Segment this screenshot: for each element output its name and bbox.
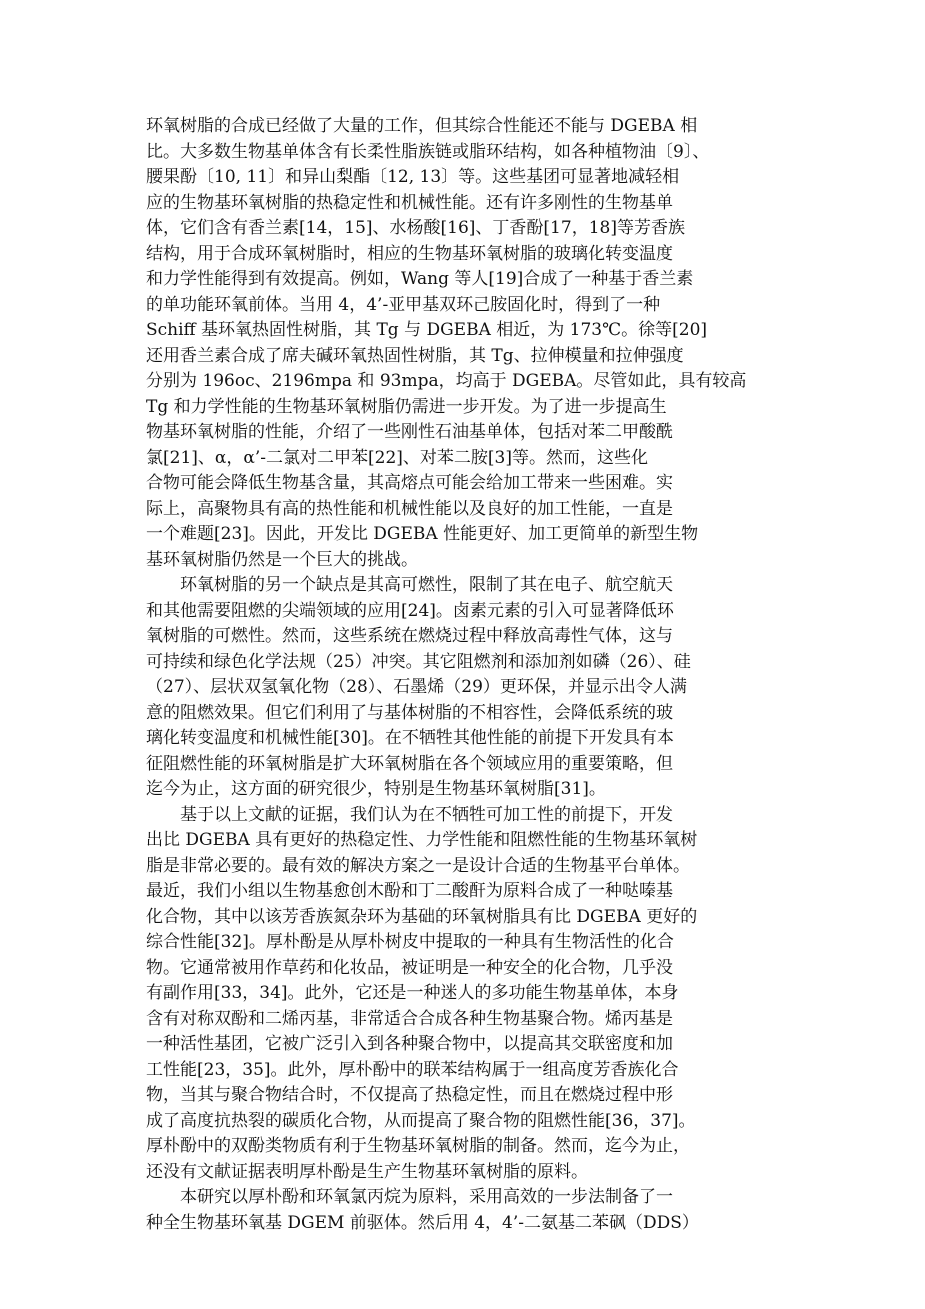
text-line: 基于以上文献的证据，我们认为在不牺牲可加工性的前提下，开发 — [146, 804, 673, 825]
text-line: Tg 和力学性能的生物基环氧树脂仍需进一步开发。为了进一步提高生 — [146, 396, 667, 417]
text-line: 际上，高聚物具有高的热性能和机械性能以及良好的加工性能，一直是 — [146, 498, 673, 519]
text-line: 氧树脂的可燃性。然而，这些系统在燃烧过程中释放高毒性气体，这与 — [146, 626, 673, 646]
text-line: 体，它们含有香兰素[14，15]、水杨酸[16]、丁香酚[17，18]等芳香族 — [146, 218, 685, 238]
text-line: 征阻燃性能的环氧树脂是扩大环氧树脂在各个领域应用的重要策略，但 — [146, 753, 673, 774]
text-line: 应的生物基环氧树脂的热稳定性和机械性能。还有许多刚性的生物基单 — [146, 192, 673, 213]
text-line: Schiff 基环氧热固性树脂，其 Tg 与 DGEBA 相近，为 173℃。徐等[20] — [146, 320, 708, 340]
text-line: 环氧树脂的另一个缺点是其高可燃性，限制了其在电子、航空航天 — [146, 575, 673, 595]
text-line: 物基环氧树脂的性能，介绍了一些刚性石油基单体，包括对苯二甲酸酰 — [146, 422, 673, 442]
text-line: 还没有文献证据表明厚朴酚是生产生物基环氧树脂的原料。 — [146, 1161, 588, 1182]
text-line: 迄今为止，这方面的研究很少，特别是生物基环氧树脂[31]。 — [146, 779, 606, 799]
text-line: 物。它通常被用作草药和化妆品，被证明是一种安全的化合物，几乎没 — [146, 957, 673, 978]
text-line: 脂是非常必要的。最有效的解决方案之一是设计合适的生物基平台单体。 — [146, 855, 690, 876]
text-line: 分别为 196oc、2196mpa 和 93mpa，均高于 DGEBA。尽管如此，具有较高 — [146, 371, 747, 391]
text-line: 化合物，其中以该芳香族氮杂环为基础的环氧树脂具有比 DGEBA 更好的 — [146, 906, 698, 927]
text-line: 意的阻燃效果。但它们利用了与基体树脂的不相容性，会降低系统的玻 — [146, 702, 673, 723]
text-line: 环氧树脂的合成已经做了大量的工作，但其综合性能还不能与 DGEBA 相 — [146, 116, 698, 136]
text-line: 可持续和绿色化学法规（25）冲突。其它阻燃剂和添加剂如磷（26）、硅 — [146, 651, 691, 672]
text-line: 结构，用于合成环氧树脂时，相应的生物基环氧树脂的玻璃化转变温度 — [146, 243, 673, 264]
document-body-text — [146, 114, 792, 1236]
text-line: 含有对称双酚和二烯丙基，非常适合合成各种生物基聚合物。烯丙基是 — [146, 1008, 673, 1029]
text-line: 和其他需要阻燃的尖端领域的应用[24]。卤素元素的引入可显著降低环 — [146, 600, 674, 621]
text-line: 工性能[23，35]。此外，厚朴酚中的联苯结构属于一组高度芳香族化合 — [146, 1059, 679, 1080]
text-line: 种全生物基环氧基 DGEM 前驱体。然后用 4，4’-二氨基二苯砜（DDS） — [146, 1212, 699, 1233]
text-line: 和力学性能得到有效提高。例如，Wang 等人[19]合成了一种基于香兰素 — [146, 269, 694, 289]
text-line: 综合性能[32]。厚朴酚是从厚朴树皮中提取的一种具有生物活性的化合 — [146, 932, 674, 952]
text-line: （27）、层状双氢氧化物（28）、石墨烯（29）更环保，并显示出令人满 — [146, 677, 687, 697]
text-line: 最近，我们小组以生物基愈创木酚和丁二酸酐为原料合成了一种哒嗪基 — [146, 881, 673, 901]
text-line: 本研究以厚朴酚和环氧氯丙烷为原料，采用高效的一步法制备了一 — [146, 1187, 673, 1207]
text-line: 一种活性基团，它被广泛引入到各种聚合物中，以提高其交联密度和加 — [146, 1034, 673, 1054]
text-line: 一个难题[23]。因此，开发比 DGEBA 性能更好、加工更简单的新型生物 — [146, 524, 699, 544]
text-line: 成了高度抗热裂的碳质化合物，从而提高了聚合物的阻燃性能[36，37]。 — [146, 1110, 696, 1131]
text-line: 氯[21]、α，α’-二氯对二甲苯[22]、对苯二胺[3]等。然而，这些化 — [146, 447, 648, 468]
text-line: 厚朴酚中的双酚类物质有利于生物基环氧树脂的制备。然而，迄今为止， — [146, 1136, 690, 1156]
text-line: 的单功能环氧前体。当用 4，4’-亚甲基双环己胺固化时，得到了一种 — [146, 294, 661, 315]
text-line: 基环氧树脂仍然是一个巨大的挑战。 — [146, 549, 418, 570]
text-line: 比。大多数生物基单体含有长柔性脂族链或脂环结构，如各种植物油〔9〕、 — [146, 141, 710, 162]
text-line: 出比 DGEBA 具有更好的热稳定性、力学性能和阻燃性能的生物基环氧树 — [146, 830, 698, 850]
text-line: 腰果酚〔10, 11〕和异山梨酯〔12, 13〕等。这些基团可显著地减轻相 — [146, 167, 680, 187]
text-line: 有副作用[33，34]。此外，它还是一种迷人的多功能生物基单体，本身 — [146, 983, 679, 1003]
text-line: 还用香兰素合成了席夫碱环氧热固性树脂，其 Tg、拉伸模量和拉伸强度 — [146, 345, 684, 366]
text-line: 合物可能会降低生物基含量，其高熔点可能会给加工带来一些困难。实 — [146, 473, 673, 493]
text-line: 物，当其与聚合物结合时，不仅提高了热稳定性，而且在燃烧过程中形 — [146, 1085, 673, 1105]
text-line: 璃化转变温度和机械性能[30]。在不牺牲其他性能的前提下开发具有本 — [146, 728, 674, 748]
